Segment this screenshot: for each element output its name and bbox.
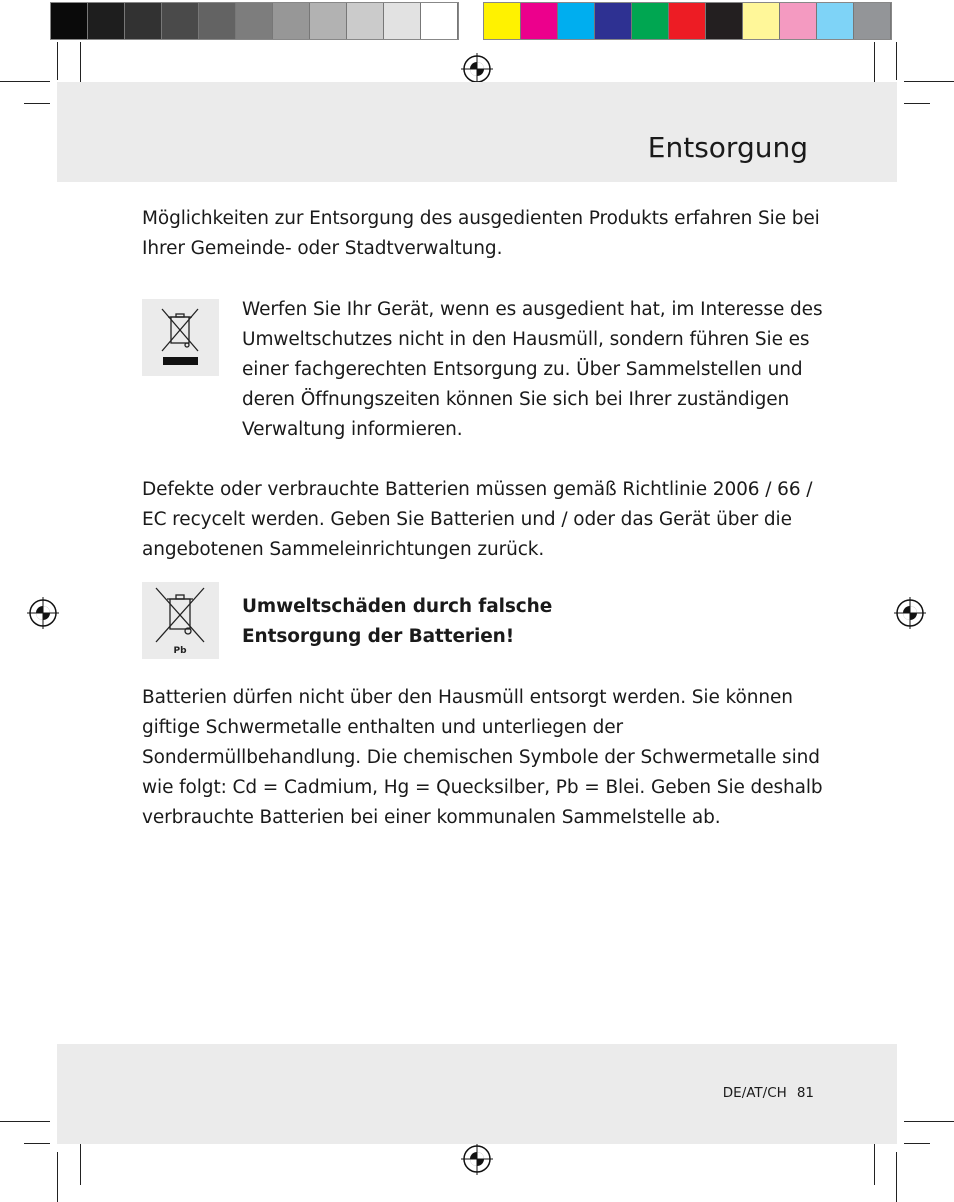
weee-paragraph: Werfen Sie Ihr Gerät, wenn es ausgedient hat, im Interesse des Umweltschutzes nicht in den Hausmüll, sondern führen Sie es einer fachgerechten Entsorgung zu. Über Sammelstellen und deren Öffnungszeiten können Sie sich bei Ihrer zuständigen Verwaltung informieren. [242, 299, 823, 440]
locale-label: DE/AT/CH [722, 1085, 787, 1101]
color-swatch [595, 3, 632, 39]
registration-mark-icon [461, 53, 493, 85]
crossed-bin-pb-icon [142, 582, 219, 659]
color-swatch [347, 3, 384, 39]
page-number: 81 [796, 1085, 814, 1101]
color-swatch [558, 3, 595, 39]
color-swatch [273, 3, 310, 39]
warning-line-2: Entsorgung der Batterien! [242, 626, 515, 647]
crop-mark [0, 81, 50, 82]
crop-mark [904, 1143, 930, 1144]
battery-disposal-symbol [142, 582, 219, 659]
weee-symbol [142, 299, 219, 376]
crop-mark [57, 42, 58, 80]
crop-mark [896, 1152, 897, 1202]
color-swatch [854, 3, 891, 39]
crop-mark [904, 103, 930, 104]
color-swatch [669, 3, 706, 39]
page-title: Entsorgung [647, 131, 808, 164]
color-swatch [706, 3, 743, 39]
crop-mark [57, 1152, 58, 1202]
color-swatch [384, 3, 421, 39]
crop-mark [904, 1121, 954, 1122]
registration-mark-icon [27, 597, 59, 629]
battery-info-paragraph: Batterien dürfen nicht über den Hausmüll entsorgt werden. Sie können giftige Schwermetalle enthalten und unterliegen der Sondermüllbehandlung. Die chemischen Symbole der Schwermetalle sind wie folgt: Cd = Cadmium, Hg = Quecksilber, Pb = Blei. Geben Sie deshalb verbrauchte Batterien bei einer kommunalen Sammelstelle ab. [142, 687, 823, 828]
warning-line-1: Umweltschäden durch falsche [242, 596, 553, 617]
crop-mark [0, 1121, 50, 1122]
battery-directive-paragraph: Defekte oder verbrauchte Batterien müssen gemäß Richtlinie 2006 / 66 / EC recycelt werden. Geben Sie Batterien und / oder das Gerät über die angebotenen Sammeleinrichtungen zurück. [142, 479, 813, 560]
color-swatch [88, 3, 125, 39]
crop-mark [80, 1140, 81, 1185]
intro-paragraph: Möglichkeiten zur Entsorgung des ausgedienten Produkts erfahren Sie bei Ihrer Gemeinde- oder Stadtverwaltung. [142, 208, 820, 259]
color-swatch [51, 3, 88, 39]
crop-mark [904, 81, 954, 82]
pb-label: Pb [173, 646, 187, 656]
crossed-bin-icon [142, 299, 219, 376]
crop-mark [24, 1143, 50, 1144]
color-swatch [236, 3, 273, 39]
registration-mark-icon [894, 597, 926, 629]
color-swatch [199, 3, 236, 39]
crop-mark [896, 42, 897, 80]
warning-heading [242, 592, 802, 652]
registration-mark-icon [461, 1143, 493, 1175]
color-swatch [421, 3, 458, 39]
crop-mark [874, 1140, 875, 1185]
color-swatch [484, 3, 521, 39]
color-swatch [521, 3, 558, 39]
crop-mark [24, 103, 50, 104]
page-footer [723, 1085, 814, 1101]
color-swatch [632, 3, 669, 39]
color-swatch [310, 3, 347, 39]
color-swatch [125, 3, 162, 39]
gray-swatch-bar [50, 2, 459, 40]
color-swatch [162, 3, 199, 39]
color-swatch [743, 3, 780, 39]
color-swatch-bar [483, 2, 892, 40]
color-swatch [817, 3, 854, 39]
color-swatch [780, 3, 817, 39]
